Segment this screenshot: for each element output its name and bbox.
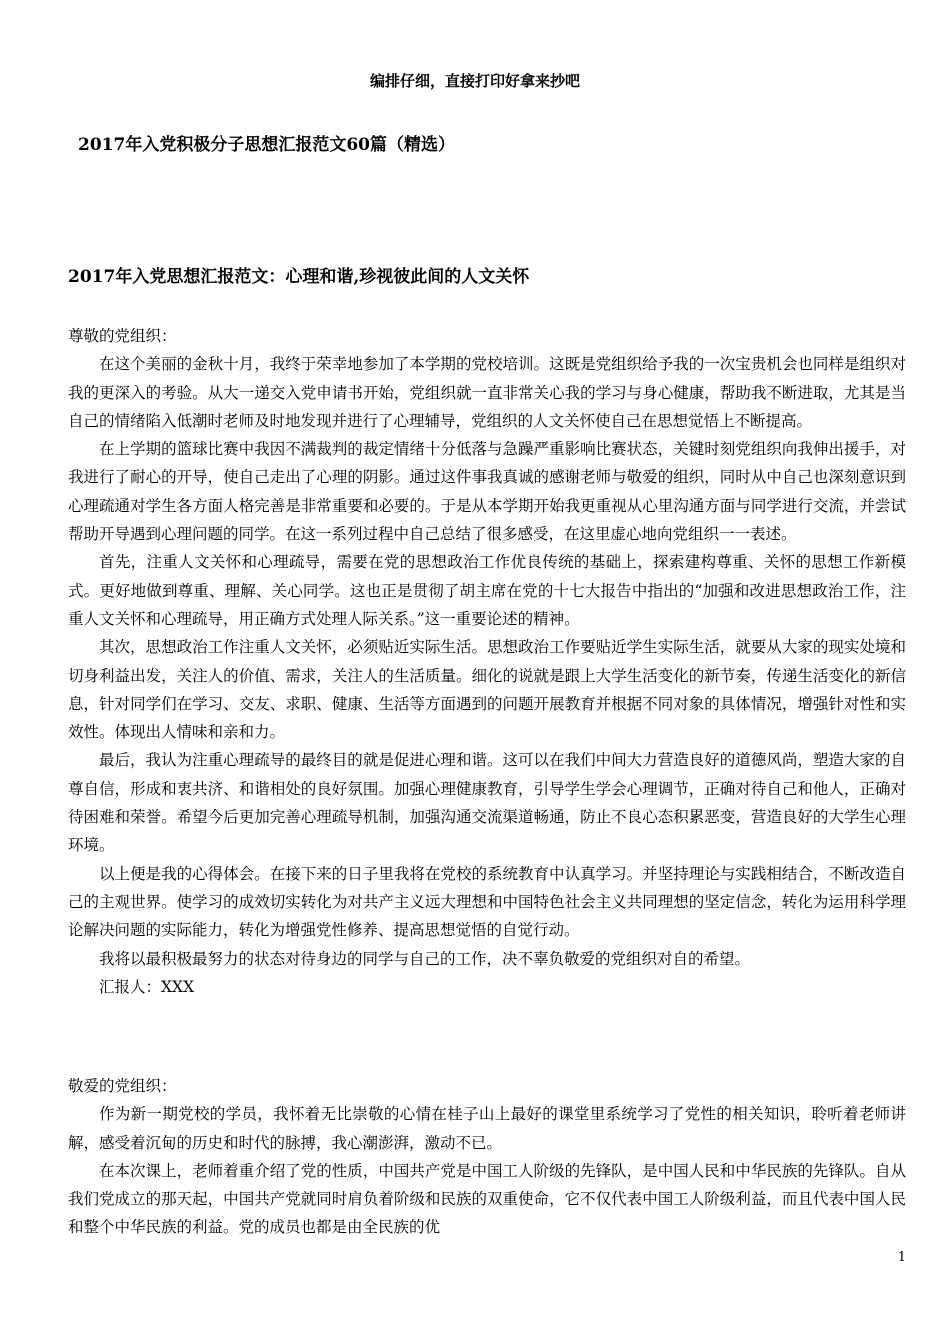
letter-2-paragraph: 在本次课上，老师着重介绍了党的性质，中国共产党是中国工人阶级的先锋队，是中国人民和中华民族的先锋队。自从我们党成立的那天起，中国共产党就同时肩负着阶级和民族的双重使命，它不仅代表中国工人阶级利益，而且代表中国人民和整个中华民族的利益。党的成员也都是由全民族的优 [68, 1161, 906, 1237]
letter-2-paragraph: 作为新一期党校的学员，我怀着无比崇敬的心情在桂子山上最好的课堂里系统学习了党性的相关知识，聆听着老师讲解，感受着沉甸的历史和时代的脉搏，我心潮澎湃，激动不已。 [68, 1105, 906, 1152]
document-title: 2017年入党积极分子思想汇报范文60篇（精选） [78, 135, 455, 155]
letter-1-paragraph: 在这个美丽的金秋十月，我终于荣幸地参加了本学期的党校培训。这既是党组织给予我的一次宝贵机会也同样是组织对我的更深入的考验。从大一递交入党申请书开始，党组织就一直非常关心我的学习与身心健康，帮助我不断进取，尤其是当自己的情绪陷入低潮时老师及时地发现并进行了心理辅导，党组织的人文关怀使自己在思想觉悟上不断提高。 [68, 355, 906, 430]
letter-1-signature: 汇报人：XXX [99, 977, 195, 996]
letter-2 [68, 1072, 906, 1242]
letter-1-paragraph: 我将以最积极最努力的状态对待身边的同学与自己的工作，决不辜负敬爱的党组织对自的希望。 [99, 949, 751, 968]
page-number: 1 [897, 1250, 906, 1265]
page-header: 编排仔细，直接打印好拿来抄吧 [369, 72, 580, 90]
letter-2-salutation: 敬爱的党组织： [68, 1077, 177, 1095]
letter-1-paragraph: 其次，思想政治工作注重人文关怀，必须贴近实际生活。思想政治工作要贴近学生实际生活，就要从大家的现实处境和切身利益出发，关注人的价值、需求，关注人的生活质量。细化的说就是跟上大学生活变化的新节奏，传递生活变化的新信息，针对同学们在学习、交友、求职、健康、生活等方面遇到的问题开展教育并根据不同对象的具体情况，增强针对性和实效性。体现出人情味和亲和力。 [68, 638, 906, 742]
letter-1-salutation: 尊敬的党组织： [68, 327, 177, 345]
letter-1-paragraph: 在上学期的篮球比赛中我因不满裁判的裁定情绪十分低落与急躁严重影响比赛状态，关键时刻党组织向我伸出援手，对我进行了耐心的开导，使自己走出了心理的阴影。通过这件事我真诚的感谢老师与敬爱的组织，同时从中自己也深刻意识到心理疏通对学生各方面人格完善是非常重要和必要的。于是从本学期开始我更重视从心里沟通方面与同学进行交流，并尝试帮助开导遇到心理问题的同学。在这一系列过程中自己总结了很多感受，在这里虚心地向党组织一一表述。 [68, 440, 906, 544]
section-title: 2017年入党思想汇报范文：心理和谐,珍视彼此间的人文关怀 [68, 267, 530, 287]
letter-1 [68, 322, 906, 1001]
letter-1-paragraph: 以上便是我的心得体会。在接下来的日子里我将在党校的系统教育中认真学习。并坚持理论与实践相结合，不断改造自己的主观世界。使学习的成效切实转化为对共产主义远大理想和中国特色社会主义共同理想的坚定信念，转化为运用科学理论解决问题的实际能力，转化为增强党性修养、提高思想觉悟的自觉行动。 [68, 864, 906, 940]
letter-1-paragraph: 最后，我认为注重心理疏导的最终目的就是促进心理和谐。这可以在我们中间大力营造良好的道德风尚，塑造大家的自尊自信，形成和衷共济、和谐相处的良好氛围。加强心理健康教育，引导学生学会心理调节，正确对待自己和他人，正确对待困难和荣誉。希望今后更加完善心理疏导机制，加强沟通交流渠道畅通，防止不良心态积累恶变，营造良好的大学生心理环境。 [68, 751, 906, 855]
letter-1-paragraph: 首先，注重人文关怀和心理疏导，需要在党的思想政治工作优良传统的基础上，探索建构尊重、关怀的思想工作新模式。更好地做到尊重、理解、关心同学。这也正是贯彻了胡主席在党的十七大报告中指出的“加强和改进思想政治工作，注重人文关怀和心理疏导，用正确方式处理人际关系。”这一重要论述的精神。 [68, 553, 906, 628]
